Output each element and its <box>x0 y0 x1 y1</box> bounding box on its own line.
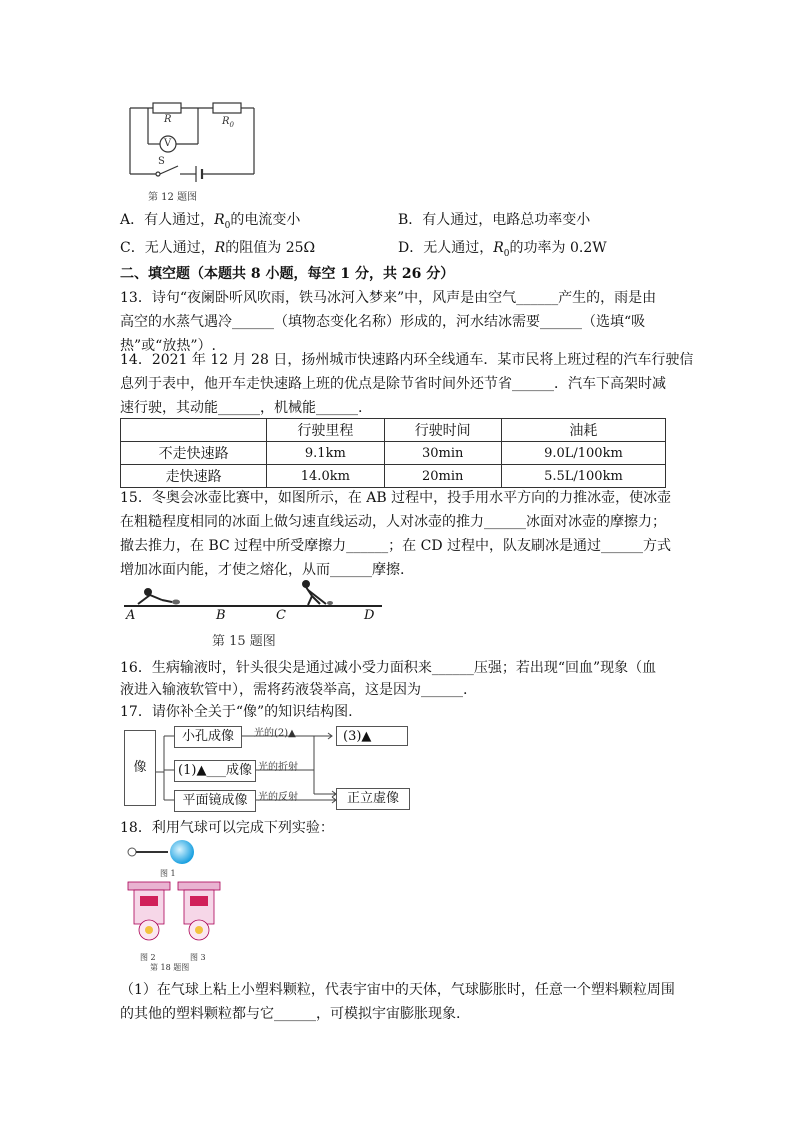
arrow-label-3: 光的反射 <box>258 792 298 803</box>
table-cell: 20min <box>384 465 501 488</box>
q15-line-4: 增加冰面内能，才使之熔化，从而______摩擦. <box>120 562 405 578</box>
q16-line-1: 16．生病输液时，针头很尖是通过减小受力面积来______压强；若出现“回血”现象（血 <box>120 660 657 676</box>
q18-prompt: 18．利用气球可以完成下列实验： <box>120 820 334 836</box>
q12-option-d: D．无人通过，$R_0$的功率为 0.2W <box>398 240 607 259</box>
q13-line-2: 高空的水蒸气遇冷______（填物态变化名称）形成的，河水结冰需要______（选填“吸 <box>120 314 646 330</box>
voltmeter-label: V <box>164 138 172 149</box>
table-header-row <box>121 419 666 442</box>
fig-3-label: 图 3 <box>190 953 206 962</box>
q12-option-c: C．无人通过，R的阻值为 25Ω <box>120 240 316 256</box>
result-3: 正立虚像 <box>336 788 410 810</box>
table-cell: 5.5L/100km <box>501 465 665 488</box>
q12-option-b: B．有人通过，电路总功率变小 <box>398 212 591 228</box>
q14-line-2: 息列于表中，他开车走快速路上班的优点是除节省时间外还节省______．汽车下高架时减 <box>120 376 666 392</box>
q13-line-3: 热”或“放热”）. <box>120 338 216 354</box>
table-header-cell: 油耗 <box>501 419 665 442</box>
q12-caption: 第 12 题图 <box>148 192 198 203</box>
point-d: D <box>364 608 375 623</box>
q17-prompt: 17．请你补全关于“像”的知识结构图. <box>120 704 353 720</box>
q18-caption: 第 18 题图 <box>150 963 190 972</box>
q14-line-3: 速行驶，其动能______，机械能______. <box>120 400 363 416</box>
q18-part1-line-1: （1）在气球上粘上小塑料颗粒，代表宇宙中的天体，气球膨胀时，任意一个塑料颗粒周围 <box>120 982 675 998</box>
table-row <box>121 465 666 488</box>
section-2-title: 二、填空题（本题共 8 小题，每空 1 分，共 26 分） <box>120 266 455 282</box>
table-cell: 走快速路 <box>121 465 267 488</box>
fig-2-label: 图 2 <box>140 953 156 962</box>
label-r0: $R_0$ <box>222 116 234 129</box>
q18-figure <box>124 840 224 975</box>
point-a: A <box>126 608 136 623</box>
q14-table <box>120 418 666 488</box>
point-b: B <box>216 608 226 623</box>
arrow-label-1: 光的(2)▲ <box>254 728 296 739</box>
table-row <box>121 442 666 465</box>
table-header-cell <box>121 419 267 442</box>
q15-caption: 第 15 题图 <box>212 634 276 649</box>
table-cell: 14.0km <box>267 465 384 488</box>
table-header-cell: 行驶时间 <box>384 419 501 442</box>
q15-line-1: 15．冬奥会冰壶比赛中，如图所示，在 AB 过程中，投手用水平方向的力推冰壶，使冰壶 <box>120 490 672 506</box>
q12-circuit-figure <box>118 96 268 206</box>
branch-pinhole: 小孔成像 <box>174 726 242 748</box>
arrow-label-2: 光的折射 <box>258 762 298 773</box>
branch-refraction-image: (1)▲___成像 <box>174 760 256 782</box>
table-cell: 不走快速路 <box>121 442 267 465</box>
table-cell: 9.0L/100km <box>501 442 665 465</box>
curling-illustration <box>120 578 390 618</box>
table-cell: 9.1km <box>267 442 384 465</box>
q17-knowledge-diagram <box>124 726 414 812</box>
q15-line-2: 在粗糙程度相同的冰面上做匀速直线运动，人对冰壶的推力______冰面对冰壶的摩擦力； <box>120 514 666 530</box>
root-node: 像 <box>124 730 156 806</box>
fig-1-label: 图 1 <box>160 869 176 878</box>
balloon-and-engine-illustration <box>124 840 224 964</box>
q18-part1-line-2: 的其他的塑料颗粒都与它______，可模拟宇宙膨胀现象. <box>120 1006 461 1022</box>
table-header-cell: 行驶里程 <box>267 419 384 442</box>
q15-curling-figure <box>120 578 390 648</box>
q13-line-1: 13．诗句“夜阑卧听风吹雨，铁马冰河入梦来”中，风声是由空气______产生的，雨是由 <box>120 290 657 306</box>
table-cell: 30min <box>384 442 501 465</box>
switch-label: S <box>158 156 165 167</box>
branch-mirror: 平面镜成像 <box>174 790 256 812</box>
q16-line-2: 液进入输液软管中），需将药液袋举高，这是因为______. <box>120 682 468 698</box>
result-1: (3)▲ <box>336 726 408 746</box>
point-c: C <box>276 608 286 623</box>
q14-line-1: 14．2021 年 12 月 28 日，扬州城市快速路内环全线通车．某市民将上班过程的汽车行驶信 <box>120 352 694 368</box>
label-r: R <box>164 114 172 125</box>
q12-option-a: A．有人通过，$R_0$的电流变小 <box>120 212 301 231</box>
q15-line-3: 撤去推力，在 BC 过程中所受摩擦力______；在 CD 过程中，队友刷冰是通过______方式 <box>120 538 671 554</box>
